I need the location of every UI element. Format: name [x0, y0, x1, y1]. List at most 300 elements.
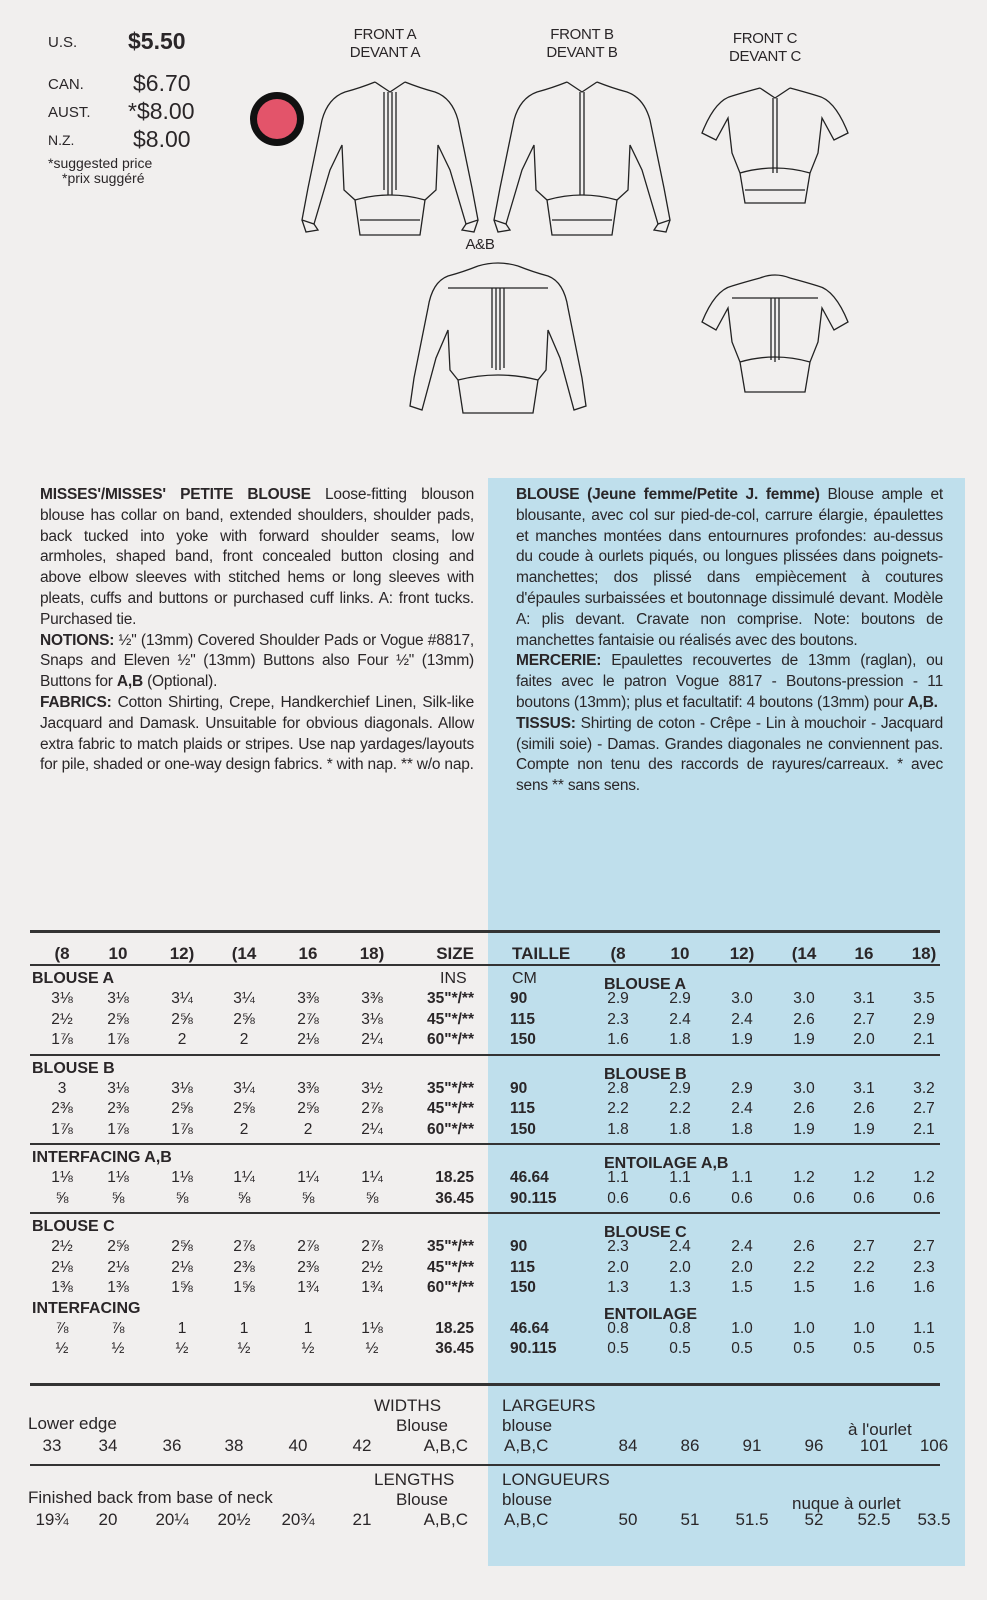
yardage-en: 1⅞ [171, 1120, 193, 1138]
section-title-fr: ENTOILAGE [604, 1305, 698, 1323]
red-dot-icon [250, 92, 304, 146]
yardage-fr: 1.9 [793, 1120, 815, 1138]
yardage-fr: 1.8 [669, 1031, 691, 1048]
size-header-fr: 16 [854, 944, 874, 963]
yardage-en: 3⅛ [361, 1010, 383, 1028]
yardage-en: 3½ [361, 1079, 383, 1097]
yardage-fr: 1.8 [607, 1120, 629, 1138]
measure-value-en: 19¾ [35, 1510, 69, 1529]
back-ab-blouse-illustration [408, 258, 588, 418]
yardage-fr: 0.6 [793, 1189, 815, 1207]
measure-value-fr: 91 [742, 1436, 762, 1455]
size-header-en: (14 [231, 944, 257, 963]
price-us-label: U.S. [48, 34, 78, 51]
view-label-front-b [527, 26, 637, 62]
measure-value-fr: 51.5 [735, 1510, 769, 1529]
notions-views: A,B [116, 673, 143, 691]
yardage-fr: 2.6 [793, 1010, 815, 1028]
yardage-en: 1⅞ [107, 1031, 129, 1048]
table-row [0, 1011, 987, 1032]
size-header-fr: 18) [911, 944, 937, 963]
yardage-fr: 0.6 [607, 1189, 629, 1207]
yardage-fr: 0.5 [913, 1340, 935, 1357]
yardage-en: 1⅞ [51, 1031, 73, 1048]
measure-value-fr: 51 [680, 1510, 700, 1529]
table-row [0, 1121, 987, 1142]
fabric-width-cm: 150 [510, 1031, 536, 1048]
yardage-fr: 2.7 [913, 1100, 935, 1117]
yardage-en: 1 [239, 1319, 249, 1337]
measure-note-fr: à l'ourlet [848, 1420, 912, 1439]
yardage-fr: 1.9 [793, 1031, 815, 1048]
yardage-fr: 1.2 [913, 1169, 935, 1186]
table-row [0, 1320, 987, 1341]
fabric-width-cm: 90.115 [510, 1189, 557, 1207]
yardage-en: 2⅞ [361, 1238, 383, 1255]
yardage-en: 2⅜ [51, 1100, 73, 1117]
table-row [0, 1080, 987, 1101]
yardage-en: ⅝ [237, 1189, 251, 1207]
yardage-en: ½ [301, 1340, 315, 1357]
size-header-en: 12) [169, 944, 195, 963]
yardage-fr: 2.4 [669, 1010, 691, 1028]
measure-heading-fr: LONGUEURS [502, 1470, 610, 1489]
size-header-en: 10 [108, 944, 128, 963]
yardage-fr: 2.9 [913, 1010, 935, 1028]
yardage-fr: 1.8 [731, 1120, 753, 1138]
fabric-width-en: 60"*/** [427, 1031, 474, 1048]
yardage-en: 3⅛ [51, 990, 73, 1007]
view-label-back-ab: A&B [465, 236, 495, 253]
size-label: SIZE [436, 944, 474, 963]
measure-value-en: 21 [352, 1510, 372, 1529]
yardage-fr: 3.5 [913, 990, 935, 1007]
yardage-fr: 1.6 [853, 1279, 875, 1296]
yardage-en: 1⅛ [51, 1169, 73, 1186]
yardage-en: 1⅛ [107, 1169, 129, 1186]
yardage-fr: 0.5 [793, 1340, 815, 1357]
yardage-fr: 1.6 [913, 1279, 935, 1296]
table-top-rule [30, 930, 940, 933]
yardage-en: 2⅜ [233, 1258, 255, 1276]
taille-label: TAILLE [512, 944, 571, 963]
yardage-fr: 2.0 [669, 1258, 691, 1276]
yardage-en: ⅝ [365, 1189, 379, 1207]
yardage-fr: 0.6 [913, 1189, 935, 1207]
yardage-en: 2⅞ [297, 1238, 319, 1255]
measure-views-fr: A,B,C [504, 1436, 549, 1455]
yardage-fr: 2.6 [793, 1238, 815, 1255]
measure-value-fr: 50 [618, 1510, 638, 1529]
fabric-width-cm: 90 [510, 990, 528, 1007]
section-title-en: INTERFACING A,B [32, 1149, 172, 1166]
price-nz-label: N.Z. [48, 132, 75, 148]
lengths-top-rule [30, 1464, 940, 1466]
table-row [0, 1259, 987, 1280]
yardage-en: 2 [239, 1031, 249, 1048]
yardage-en: 2½ [51, 1238, 73, 1255]
fabric-width-cm: 90 [510, 1238, 528, 1255]
english-description [40, 485, 474, 776]
yardage-en: 2⅝ [171, 1238, 193, 1255]
yardage-en: 3⅜ [297, 990, 319, 1007]
yardage-en: 2⅜ [107, 1100, 129, 1117]
table-row [0, 1169, 987, 1190]
front-c-blouse-illustration [700, 78, 850, 208]
fabric-width-en: 36.45 [435, 1189, 474, 1207]
table-row [0, 1190, 987, 1211]
fabric-width-cm: 115 [510, 1258, 536, 1276]
yardage-fr: 1.8 [669, 1120, 691, 1138]
measure-value-en: 36 [162, 1436, 182, 1455]
yardage-fr: 0.6 [853, 1189, 875, 1207]
yardage-fr: 0.5 [853, 1340, 875, 1357]
yardage-fr: 1.2 [853, 1169, 875, 1186]
yardage-fr: 2.9 [669, 990, 691, 1007]
measure-note-fr: nuque à ourlet [792, 1494, 901, 1513]
yardage-fr: 3.1 [853, 990, 875, 1007]
yardage-en: ½ [237, 1340, 251, 1357]
yardage-en: 1⅜ [107, 1279, 129, 1296]
fabric-width-en: 45"*/** [427, 1010, 474, 1028]
measure-sub-fr: blouse [502, 1416, 553, 1435]
yardage-en: 2⅛ [107, 1258, 129, 1276]
measure-value-en: 20½ [217, 1510, 251, 1529]
description-en-body: Loose-fitting blouson blouse has collar on band, extended shoulders, shoulder pads, back tucked into yoke with forward shoulder seams, low armholes, shaped band, front concealed button closing and above elbow sleeves with stitched hems or long sleeves with pleats, cuffs and buttons or purchased cuff links. A: front tucks. Purchased tie. [40, 486, 474, 628]
price-can-label: CAN. [48, 76, 84, 93]
yardage-fr: 2.7 [913, 1238, 935, 1255]
yardage-en: 3¼ [233, 1079, 255, 1097]
yardage-en: 2⅝ [171, 1100, 193, 1117]
description-fr-body: Blouse ample et blousante, avec col sur pied-de-col, carrure élargie, épaulettes et manches montées dans entournures profondes: au-dessus du coude à ourlets piqués, ou longues plissées dans poignets-manchettes; dos plissé dans empiècement à coutures d'épaules surbaissées et boutonnage dissimulé devant. Modèle A: plis devant. Cravate non comprise. Note: boutons de manchettes fantaisie ou réalisés avec des boutons. [516, 486, 944, 649]
view-label-front-b-fr: DEVANT B [546, 44, 618, 61]
table-row [0, 1031, 987, 1052]
yardage-en: 2⅞ [233, 1238, 255, 1255]
yardage-fr: 1.1 [731, 1169, 753, 1186]
fabric-width-en: 45"*/** [427, 1100, 474, 1117]
fabric-width-en: 18.25 [435, 1319, 474, 1337]
yardage-en: ⅝ [301, 1189, 315, 1207]
fabrics-text: Cotton Shirting, Crepe, Handkerchief Linen, Silk-like Jacquard and Damask. Unsuitable for obvious diagonals. Allow extra fabric to match plaids or stripes. Use nap yardages/layouts for pile, shaded or one-way design fabrics. * with nap. ** w/o nap. [40, 693, 474, 774]
yardage-en: 1¾ [297, 1279, 319, 1296]
measure-value-fr: 96 [804, 1436, 824, 1455]
yardage-fr: 1.0 [793, 1319, 815, 1337]
fabrics-label: FABRICS: [40, 693, 112, 711]
yardage-fr: 3.0 [793, 990, 815, 1007]
measure-value-en: 20¼ [155, 1510, 189, 1529]
section-title-en: INTERFACING [32, 1299, 141, 1317]
tissus-label: TISSUS: [516, 714, 576, 732]
yardage-fr: 2.4 [731, 1100, 753, 1117]
yardage-fr: 1.1 [607, 1169, 629, 1186]
measure-value-fr: 52.5 [857, 1510, 891, 1529]
section-divider [30, 1143, 940, 1145]
yardage-en: 2⅝ [233, 1100, 255, 1117]
yardage-fr: 2.4 [669, 1238, 691, 1255]
fabric-width-en: 60"*/** [427, 1120, 474, 1138]
yardage-fr: 0.5 [669, 1340, 691, 1357]
yardage-en: 3 [57, 1079, 67, 1097]
measure-value-en: 33 [42, 1436, 62, 1455]
yardage-fr: 1.2 [793, 1169, 815, 1186]
yardage-en: ½ [175, 1340, 189, 1357]
yardage-fr: 2.6 [853, 1100, 875, 1117]
yardage-en: ½ [365, 1340, 379, 1357]
section-title-fr: ENTOILAGE A,B [604, 1155, 729, 1172]
front-b-blouse-illustration [492, 70, 672, 240]
measure-sub-en: Blouse [396, 1416, 448, 1435]
yardage-en: ⅞ [55, 1319, 69, 1337]
fabric-width-en: 45"*/** [427, 1258, 474, 1276]
yardage-fr: 2.3 [607, 1238, 629, 1255]
fabric-width-cm: 90.115 [510, 1340, 557, 1357]
yardage-fr: 2.3 [913, 1258, 935, 1276]
measure-heading-en: LENGTHS [374, 1470, 455, 1489]
tissus-text: Shirting de coton - Crêpe - Lin à mouchoir - Jacquard (simili soie) - Damas. Grandes diagonales ne conviennent pas. Compte non tenu des raccords de rayures/carreaux. * avec sens ** sans sens. [516, 714, 943, 795]
measure-values-row [0, 1436, 987, 1457]
measure-sub-fr: blouse [502, 1490, 553, 1509]
yardage-fr: 1.0 [731, 1319, 753, 1337]
section-title-fr: BLOUSE C [604, 1224, 687, 1241]
yardage-fr: 2.0 [607, 1258, 629, 1276]
measure-row-label: Lower edge [28, 1414, 117, 1433]
yardage-fr: 1.3 [669, 1279, 691, 1296]
fabric-width-cm: 150 [510, 1120, 536, 1138]
yardage-en: 1⅞ [51, 1120, 73, 1138]
yardage-en: 2⅝ [171, 1010, 193, 1028]
section-title-en: BLOUSE A [32, 970, 115, 987]
yardage-fr: 2.9 [607, 990, 629, 1007]
yardage-fr: 1.1 [913, 1319, 935, 1337]
measure-value-en: 42 [352, 1436, 372, 1455]
mercerie-text: Epaulettes recouvertes de 13mm (raglan), ou faites avec le patron Vogue 8817 - Boutons-pression - 11 boutons (13mm); plus et facultatif: 4 boutons (13mm) pour [516, 652, 944, 711]
size-header-en: 18) [359, 944, 385, 963]
notions-text: ½" (13mm) Covered Shoulder Pads or Vogue #8817, Snaps and Eleven ½" (13mm) Buttons also Four ½" (13mm) Buttons for [40, 631, 474, 691]
yardage-en: ½ [55, 1340, 69, 1357]
yardage-en: 1¼ [233, 1169, 255, 1186]
yardage-en: ⅝ [111, 1189, 125, 1207]
yardage-fr: 1.5 [731, 1279, 753, 1296]
yardage-en: 1¼ [361, 1169, 383, 1186]
back-c-blouse-illustration [700, 270, 850, 400]
yardage-en: 3⅛ [107, 990, 129, 1007]
yardage-en: 1 [303, 1319, 313, 1337]
size-header-fr: 10 [670, 944, 690, 963]
yardage-fr: 1.9 [731, 1031, 753, 1048]
fabric-width-en: 35"*/** [427, 1238, 474, 1255]
yardage-fr: 2.7 [853, 1010, 875, 1028]
view-label-front-a-fr: DEVANT A [349, 44, 421, 61]
size-header-en: (8 [54, 944, 70, 963]
yardage-en: 1⅝ [171, 1279, 193, 1296]
yardage-fr: 2.8 [607, 1079, 629, 1097]
yardage-fr: 0.6 [669, 1189, 691, 1207]
yardage-fr: 1.9 [853, 1120, 875, 1138]
yardage-en: 2⅞ [361, 1100, 383, 1117]
suggested-price-note: *suggested price [48, 155, 153, 171]
measure-views-en: A,B,C [423, 1510, 468, 1529]
yardage-en: 3¼ [171, 990, 193, 1007]
yardage-fr: 1.1 [669, 1169, 691, 1186]
fabric-width-cm: 46.64 [510, 1319, 549, 1337]
size-header-fr: (8 [610, 944, 626, 963]
section-divider [30, 1054, 940, 1056]
yardage-fr: 2.1 [913, 1120, 935, 1138]
fabric-width-cm: 115 [510, 1100, 536, 1117]
measure-value-fr: 86 [680, 1436, 700, 1455]
unit-cm: CM [512, 970, 537, 987]
section-title-en: BLOUSE C [32, 1218, 115, 1235]
description-fr-title: BLOUSE (Jeune femme/Petite J. femme) [516, 486, 820, 503]
yardage-en: 1⅛ [171, 1169, 193, 1186]
fabric-width-cm: 115 [510, 1010, 536, 1028]
yardage-en: 2⅛ [171, 1258, 193, 1276]
yardage-fr: 2.2 [607, 1100, 629, 1117]
measure-heading-en: WIDTHS [374, 1396, 442, 1415]
yardage-fr: 1.5 [793, 1279, 815, 1296]
yardage-en: 2⅝ [107, 1238, 129, 1255]
yardage-en: 2¼ [361, 1031, 383, 1048]
yardage-en: ⅝ [55, 1189, 69, 1207]
table-row [0, 990, 987, 1011]
table-row [0, 1100, 987, 1121]
yardage-fr: 0.5 [731, 1340, 753, 1357]
measure-views-fr: A,B,C [504, 1510, 549, 1529]
measure-value-en: 20¾ [281, 1510, 315, 1529]
price-us-value: $5.50 [128, 28, 186, 54]
yardage-en: 2½ [361, 1258, 383, 1276]
yardage-fr: 2.0 [853, 1031, 875, 1048]
measure-value-fr: 106 [919, 1436, 949, 1455]
fabric-width-en: 18.25 [435, 1169, 474, 1186]
yardage-fr: 1.0 [853, 1319, 875, 1337]
yardage-en: 2¼ [361, 1120, 383, 1138]
yardage-fr: 1.6 [607, 1031, 629, 1048]
measure-value-en: 38 [224, 1436, 244, 1455]
yardage-fr: 2.4 [731, 1238, 753, 1255]
size-header-row [0, 944, 987, 965]
view-label-front-c-en: FRONT C [732, 30, 798, 47]
view-label-front-a-en: FRONT A [353, 26, 417, 43]
yardage-fr: 2.2 [793, 1258, 815, 1276]
section-title-en: BLOUSE B [32, 1059, 115, 1077]
table-row [0, 1279, 987, 1300]
section-title-fr: BLOUSE A [604, 976, 687, 993]
view-label-front-c [710, 30, 820, 66]
yardage-en: 1¾ [361, 1279, 383, 1296]
table-row [0, 1238, 987, 1259]
measure-values-row [0, 1510, 987, 1531]
notions-optional: (Optional). [147, 673, 218, 691]
fabric-width-cm: 90 [510, 1079, 528, 1097]
yardage-en: 2 [177, 1031, 187, 1048]
prix-suggere-note: *prix suggéré [62, 170, 145, 186]
size-header-fr: (14 [791, 944, 817, 963]
yardage-en: 1⅞ [107, 1120, 129, 1138]
yardage-fr: 3.0 [731, 990, 753, 1007]
yardage-fr: 3.2 [913, 1079, 935, 1097]
yardage-fr: 0.6 [731, 1189, 753, 1207]
fabric-width-en: 36.45 [435, 1340, 474, 1357]
yardage-en: 2⅝ [107, 1010, 129, 1028]
yardage-en: 2⅝ [233, 1010, 255, 1028]
yardage-fr: 0.5 [607, 1340, 629, 1357]
yardage-fr: 2.9 [731, 1079, 753, 1097]
size-header-fr: 12) [729, 944, 755, 963]
size-header-en: 16 [298, 944, 318, 963]
yardage-fr: 0.8 [669, 1319, 691, 1337]
price-aust-value: *$8.00 [128, 98, 195, 124]
yardage-en: 2 [239, 1120, 249, 1138]
yardage-fr: 2.7 [853, 1238, 875, 1255]
widths-top-rule [30, 1383, 940, 1386]
yardage-en: ⅝ [175, 1189, 189, 1207]
yardage-en: 1⅝ [233, 1279, 255, 1296]
yardage-en: 3¼ [233, 990, 255, 1007]
fabric-width-cm: 46.64 [510, 1169, 549, 1186]
notions-label: NOTIONS: [40, 631, 115, 649]
yardage-en: 3⅛ [171, 1079, 193, 1097]
yardage-en: 3⅜ [297, 1079, 319, 1097]
yardage-en: ½ [111, 1340, 125, 1357]
yardage-fr: 2.6 [793, 1100, 815, 1117]
yardage-fr: 2.2 [853, 1258, 875, 1276]
view-label-front-a [330, 26, 440, 62]
measure-value-fr: 52 [804, 1510, 824, 1529]
yardage-en: 2⅜ [297, 1258, 319, 1276]
price-nz-value: $8.00 [133, 126, 191, 152]
yardage-fr: 2.2 [669, 1100, 691, 1117]
yardage-fr: 3.0 [793, 1079, 815, 1097]
header-rule [30, 964, 940, 966]
yardage-en: 2 [303, 1120, 313, 1138]
front-a-blouse-illustration [300, 70, 480, 240]
fabric-width-cm: 150 [510, 1279, 536, 1296]
section-title-fr: BLOUSE B [604, 1065, 687, 1083]
table-row [0, 1340, 987, 1361]
french-description [516, 485, 943, 797]
price-aust-label: AUST. [48, 104, 91, 121]
yardage-fr: 0.8 [607, 1319, 629, 1337]
measure-value-fr: 84 [618, 1436, 638, 1455]
fabric-width-en: 60"*/** [427, 1279, 474, 1296]
yardage-en: 1¼ [297, 1169, 319, 1186]
measure-value-en: 34 [98, 1436, 118, 1455]
fabric-width-en: 35"*/** [427, 1079, 474, 1097]
yardage-fr: 1.3 [607, 1279, 629, 1296]
measure-value-en: 20 [98, 1510, 118, 1529]
yardage-en: 2⅛ [297, 1031, 319, 1048]
yardage-en: 1⅜ [51, 1279, 73, 1296]
yardage-fr: 2.0 [731, 1258, 753, 1276]
yardage-en: 1⅛ [361, 1319, 383, 1337]
unit-ins: INS [440, 970, 467, 987]
measure-value-fr: 101 [859, 1436, 889, 1455]
measure-views-en: A,B,C [423, 1436, 468, 1455]
measure-value-fr: 53.5 [917, 1510, 951, 1529]
yardage-en: ⅞ [111, 1319, 125, 1337]
price-can-value: $6.70 [133, 70, 191, 96]
view-label-front-b-en: FRONT B [550, 26, 614, 43]
yardage-fr: 2.3 [607, 1010, 629, 1028]
yardage-en: 2½ [51, 1010, 73, 1028]
fabric-width-en: 35"*/** [427, 990, 474, 1007]
yardage-en: 3⅛ [107, 1079, 129, 1097]
measure-value-en: 40 [288, 1436, 308, 1455]
measure-sub-en: Blouse [396, 1490, 448, 1509]
section-divider [30, 1212, 940, 1214]
yardage-en: 2⅞ [297, 1010, 319, 1028]
